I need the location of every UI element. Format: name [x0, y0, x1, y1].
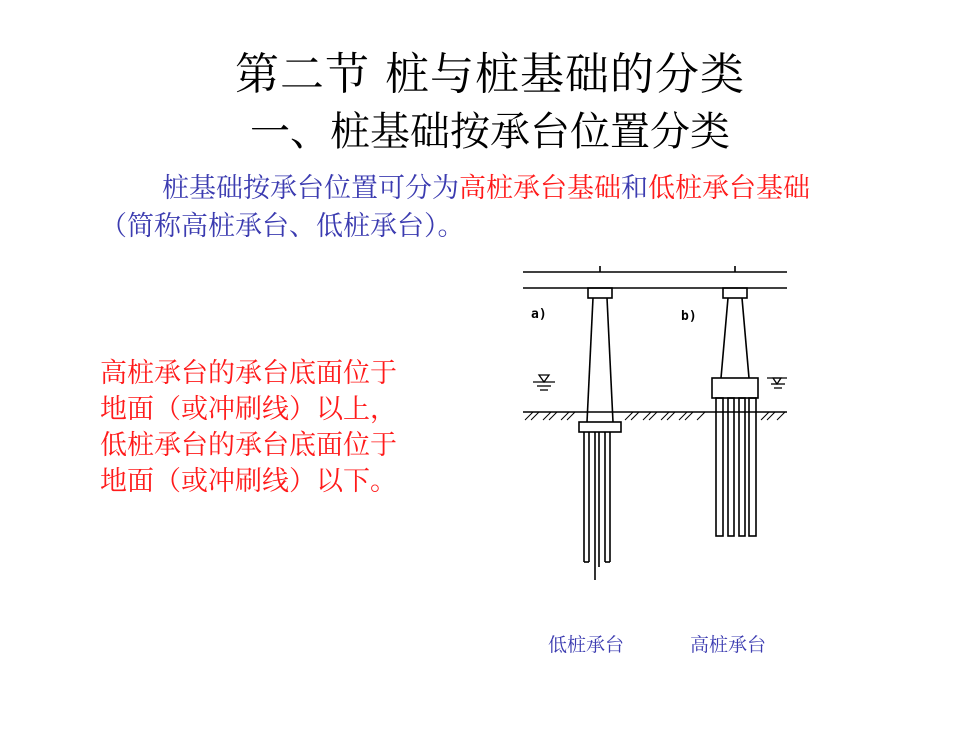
diagram-label-b: b) — [681, 309, 697, 324]
caption-low-pile-cap: 低桩承台 — [548, 634, 625, 656]
description-line: 地面（或冲刷线）以上， — [100, 394, 397, 425]
intro-paragraph — [100, 170, 820, 246]
pile-cap-diagram — [515, 262, 795, 582]
intro-text-2: （简称高桩承台、低桩承台）。 — [100, 211, 465, 242]
description-line: 地面（或冲刷线）以下。 — [100, 466, 397, 497]
description-block — [100, 356, 500, 500]
caption-high-pile-cap: 高桩承台 — [690, 634, 767, 656]
diagram-label-a: a) — [531, 307, 547, 322]
intro-and: 和 — [621, 173, 648, 204]
intro-low-cap: 低桩承台基础 — [648, 173, 810, 204]
slide-subtitle: 一、桩基础按承台位置分类 — [250, 109, 730, 155]
description-line: 低桩承台的承台底面位于 — [100, 430, 397, 461]
intro-high-cap: 高桩承台基础 — [459, 173, 621, 204]
slide-title: 第二节 桩与桩基础的分类 — [235, 49, 745, 100]
intro-text-1: 桩基础按承台位置可分为 — [162, 173, 459, 204]
description-line: 高桩承台的承台底面位于 — [100, 358, 397, 389]
